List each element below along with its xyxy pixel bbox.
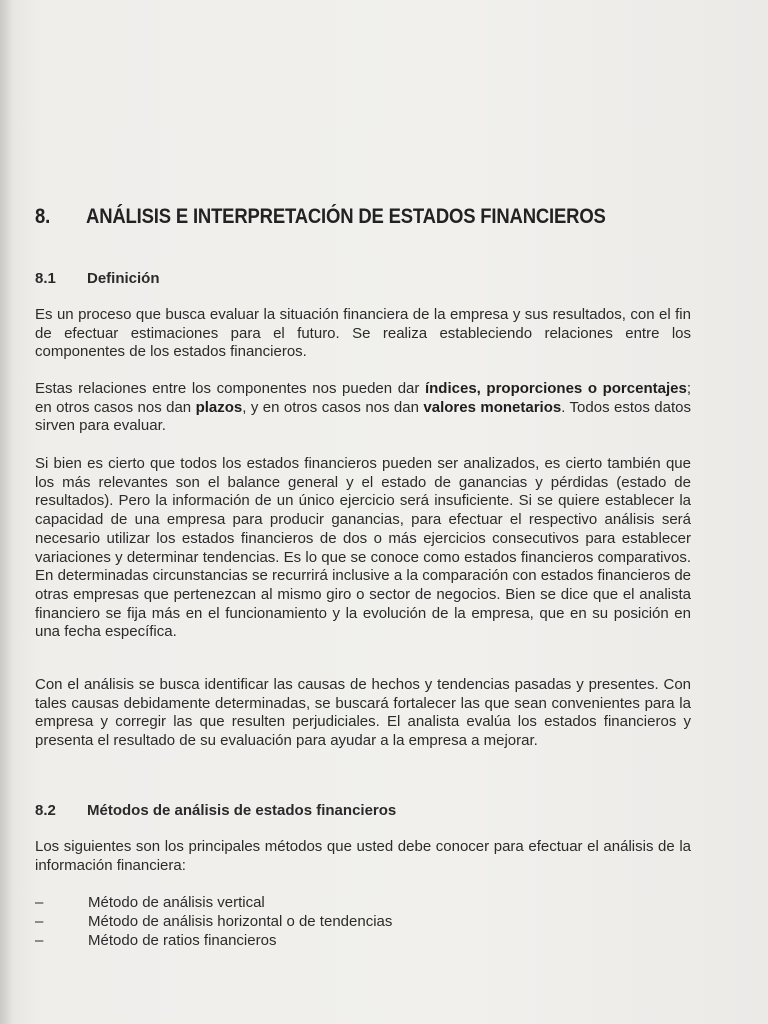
paragraph-methods-intro: Los siguientes son los principales métodos que usted debe conocer para efectuar el análisis de la información financiera: [35, 838, 691, 874]
paragraph-text: ; en otros casos nos dan [35, 380, 691, 416]
paragraph-relations [35, 380, 691, 436]
list-item-text: Método de análisis horizontal o de tendencias [88, 913, 393, 930]
paragraph-text: . Todos estos datos sirven para evaluar. [35, 398, 691, 435]
section-heading-definition [35, 270, 160, 287]
bold-term-valores: valores monetarios [423, 398, 562, 416]
list-item [35, 912, 392, 931]
section-number: 8.2 [35, 802, 56, 819]
chapter-heading [35, 205, 651, 229]
paragraph-text: , y en otros casos nos dan [242, 398, 424, 416]
paragraph-definition: Es un proceso que busca evaluar la situación financiera de la empresa y sus resultados, con el fin de efectuar estimaciones para el futuro. Se realiza estableciendo relaciones entre los componentes de los estados financieros. [35, 306, 691, 361]
list-dash: – [35, 913, 44, 930]
list-item-text: Método de ratios financieros [88, 932, 277, 949]
list-item [35, 893, 392, 912]
bold-term-plazos: plazos [195, 398, 243, 416]
page-spine-shadow [0, 0, 12, 1024]
list-item [35, 931, 392, 950]
paragraph-analysis-goal: Con el análisis se busca identificar las causas de hechos y tendencias pasadas y presentes. Con tales causas debidamente determinadas, se buscará fortalecer las que sean convenientes para la empresa y corregir las que resulten perjudiciales. El analista evalúa los estados financieros y presenta el resultado de su evaluación para ayudar a la empresa a mejorar. [35, 676, 691, 750]
section-number: 8.1 [35, 270, 56, 287]
chapter-number: 8. [35, 205, 51, 228]
list-item-text: Método de análisis vertical [88, 894, 265, 911]
list-dash: – [35, 932, 44, 949]
methods-list [35, 893, 392, 950]
section-title: Métodos de análisis de estados financieros [87, 802, 397, 819]
paragraph-comparative: Si bien es cierto que todos los estados financieros pueden ser analizados, es cierto también que los más relevantes son el balance general y el estado de ganancias y pérdidas (estado de resultados). Pero la información de un único ejercicio será insuficiente. Si se quiere establecer la capacidad de una empresa para producir ganancias, para efectuar el respectivo análisis será necesario utilizar los estados financieros de dos o más ejercicios consecutivos para establecer variaciones y determinar tendencias. Es lo que se conoce como estados financieros comparativos. En determinadas circunstancias se recurrirá inclusive a la comparación con estados financieros de otras empresas que pertenezcan al mismo giro o sector de negocios. Bien se dice que el analista financiero se fija más en el funcionamiento y la evolución de la empresa, que en su posición en una fecha específica. [35, 455, 691, 641]
bold-term-indices: índices, proporciones o porcentajes [424, 380, 687, 397]
list-dash: – [35, 894, 44, 911]
chapter-title: ANÁLISIS E INTERPRETACIÓN DE ESTADOS FINANCIEROS [86, 205, 606, 228]
paragraph-text: Estas relaciones entre los componentes nos pueden dar [35, 380, 425, 397]
section-heading-methods [35, 802, 396, 819]
section-title: Definición [87, 270, 160, 287]
